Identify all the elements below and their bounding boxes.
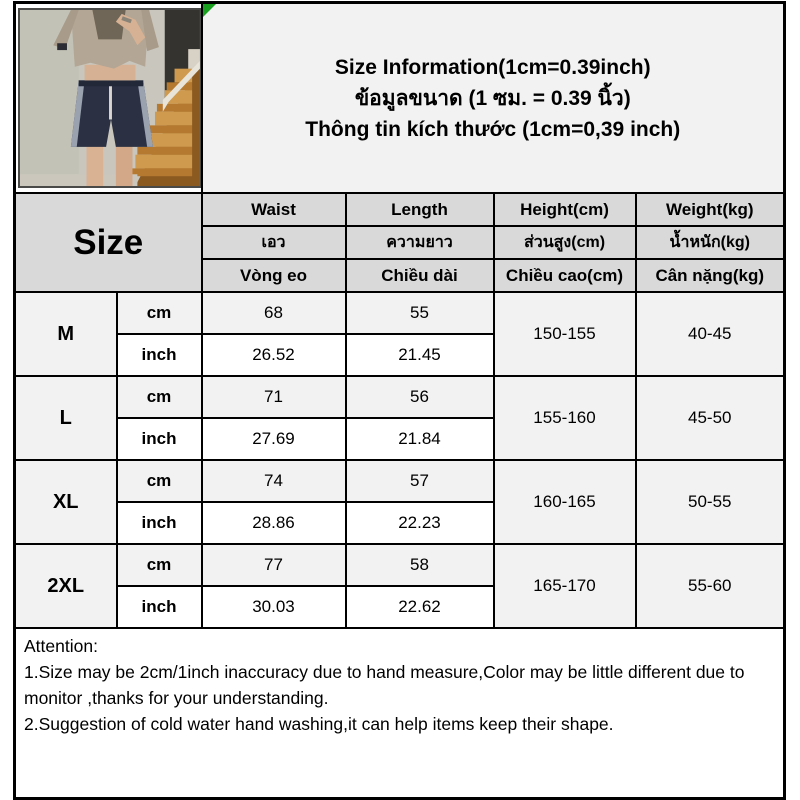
l-weight-range: 45-50 — [636, 376, 785, 460]
size-xl-label: XL — [15, 460, 117, 544]
attention-note — [15, 628, 785, 799]
size-2xl-label: 2XL — [15, 544, 117, 628]
waist-header-vi: Vòng eo — [202, 259, 346, 292]
size-column-header: Size — [15, 193, 202, 292]
2xl-length-inch: 22.62 — [346, 586, 494, 628]
m-height-range: 150-155 — [494, 292, 636, 376]
m-waist-inch: 26.52 — [202, 334, 346, 376]
m-length-cm: 55 — [346, 292, 494, 334]
height-header-th: ส่วนสูง(cm) — [494, 226, 636, 259]
l-length-inch: 21.84 — [346, 418, 494, 460]
xl-height-range: 160-165 — [494, 460, 636, 544]
weight-header-en: Weight(kg) — [636, 193, 785, 226]
xl-length-inch: 22.23 — [346, 502, 494, 544]
size-table — [13, 1, 786, 800]
length-header-vi: Chiều dài — [346, 259, 494, 292]
unit-cm-label: cm — [117, 544, 202, 586]
l-length-cm: 56 — [346, 376, 494, 418]
2xl-weight-range: 55-60 — [636, 544, 785, 628]
m-length-inch: 21.45 — [346, 334, 494, 376]
weight-header-th: น้ำหนัก(kg) — [636, 226, 785, 259]
2xl-height-range: 165-170 — [494, 544, 636, 628]
table-row — [15, 376, 785, 418]
length-header-th: ความยาว — [346, 226, 494, 259]
waist-header-en: Waist — [202, 193, 346, 226]
unit-cm-label: cm — [117, 460, 202, 502]
length-header-en: Length — [346, 193, 494, 226]
xl-waist-cm: 74 — [202, 460, 346, 502]
attention-line-1: 1.Size may be 2cm/1inch inaccuracy due to hand measure,Color may be little different due to monitor ,thanks for your understanding. — [24, 662, 745, 708]
table-row — [15, 460, 785, 502]
product-photo — [18, 8, 202, 188]
size-l-label: L — [15, 376, 117, 460]
title-thai: ข้อมูลขนาด (1 ซม. = 0.39 นิ้ว) — [354, 86, 631, 110]
height-header-vi: Chiều cao(cm) — [494, 259, 636, 292]
height-header-en: Height(cm) — [494, 193, 636, 226]
unit-inch-label: inch — [117, 586, 202, 628]
unit-cm-label: cm — [117, 292, 202, 334]
table-row — [15, 292, 785, 334]
size-chart-sheet — [13, 1, 786, 800]
unit-cm-label: cm — [117, 376, 202, 418]
unit-inch-label: inch — [117, 502, 202, 544]
l-height-range: 155-160 — [494, 376, 636, 460]
unit-inch-label: inch — [117, 418, 202, 460]
waist-header-th: เอว — [202, 226, 346, 259]
2xl-waist-cm: 77 — [202, 544, 346, 586]
product-photo-cell — [15, 3, 202, 194]
2xl-length-cm: 58 — [346, 544, 494, 586]
green-corner-triangle-icon — [203, 4, 216, 17]
2xl-waist-inch: 30.03 — [202, 586, 346, 628]
table-row — [15, 544, 785, 586]
l-waist-cm: 71 — [202, 376, 346, 418]
unit-inch-label: inch — [117, 334, 202, 376]
attention-title: Attention: — [24, 636, 98, 656]
m-waist-cm: 68 — [202, 292, 346, 334]
xl-waist-inch: 28.86 — [202, 502, 346, 544]
weight-header-vi: Cân nặng(kg) — [636, 259, 785, 292]
size-info-title-cell — [202, 3, 785, 194]
attention-line-2: 2.Suggestion of cold water hand washing,it can help items keep their shape. — [24, 714, 614, 734]
title-english: Size Information(1cm=0.39inch) — [334, 55, 651, 79]
xl-weight-range: 50-55 — [636, 460, 785, 544]
size-m-label: M — [15, 292, 117, 376]
m-weight-range: 40-45 — [636, 292, 785, 376]
title-vietnamese: Thông tin kích thước (1cm=0,39 inch) — [305, 117, 681, 141]
xl-length-cm: 57 — [346, 460, 494, 502]
l-waist-inch: 27.69 — [202, 418, 346, 460]
